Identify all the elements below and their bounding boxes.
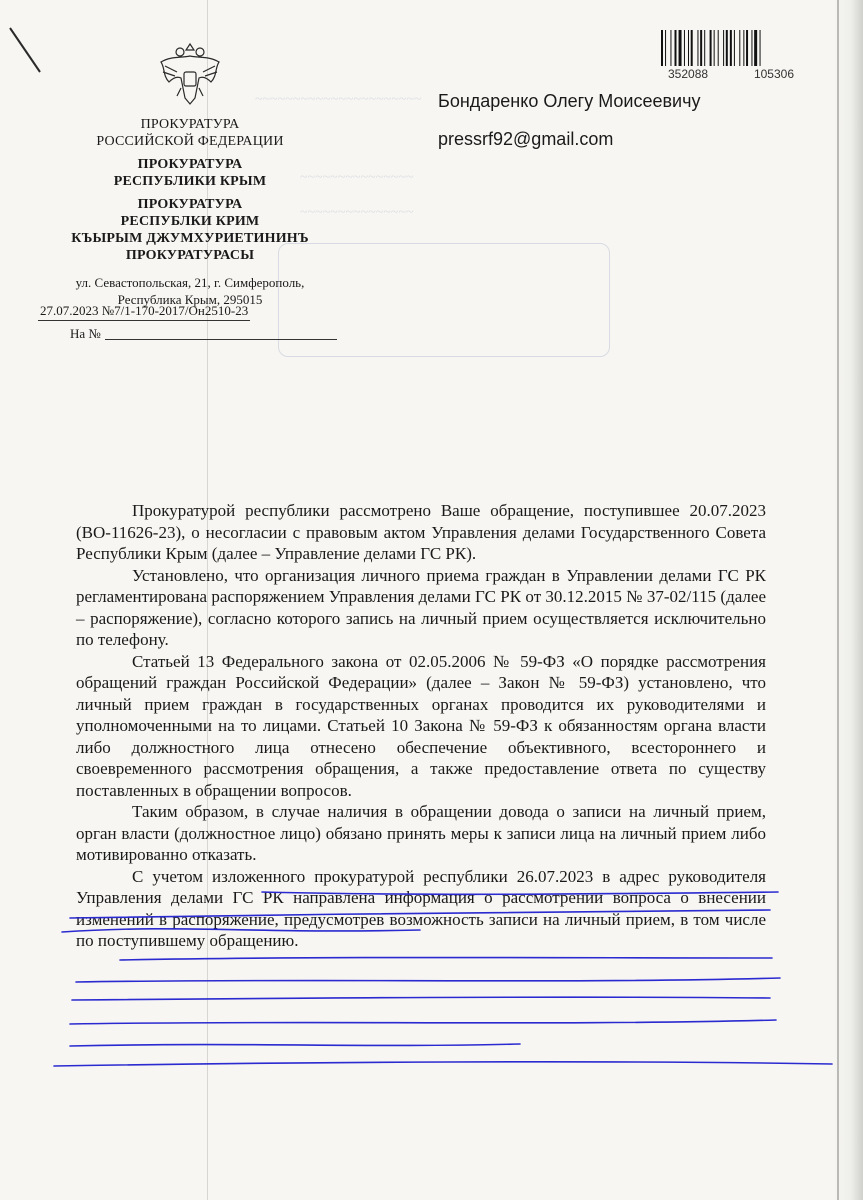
incoming-reference-blank	[105, 339, 337, 340]
barcode-bar	[760, 30, 761, 66]
organization-line: РОССИЙСКОЙ ФЕДЕРАЦИИ	[96, 134, 284, 149]
outgoing-reference: 27.07.2023 №7/1-170-2017/Он2510-23	[38, 303, 250, 321]
organization-line: ПРОКУРАТУРА	[137, 157, 243, 172]
barcode-bar	[734, 30, 735, 66]
recipient-name: Бондаренко Олегу Моисеевичу	[438, 91, 701, 111]
paragraph: Прокуратурой республики рассмотрено Ваше обращение, поступившее 20.07.2023 (ВО-11626-23), о несогласии с правовым актом Управления делами Государственного Совета Республики Крым (далее – Управление делами ГС РК).	[76, 501, 766, 563]
recipient-block	[438, 88, 701, 152]
page-edge	[837, 0, 839, 1200]
barcode-bar	[746, 30, 748, 66]
barcode-bar	[723, 30, 724, 66]
barcode-left-number: 352088	[668, 67, 709, 81]
paragraph: Таким образом, в случае наличия в обращении довода о записи на личный прием, орган власти (должностное лицо) обязано принять меры к записи лица на личный прием либо мотивированно отказать.	[76, 802, 766, 864]
recipient-email: pressrf92@gmail.com	[438, 129, 614, 149]
barcode-bar	[675, 30, 677, 66]
barcode-right-number: 105306	[753, 67, 794, 81]
organization-line: РЕСПУБЛИКИ КРЫМ	[113, 174, 267, 189]
organization-line: КЪЫРЫМ ДЖУМХУРИЕТИНИНЪ	[71, 231, 309, 246]
barcode-bar	[704, 30, 705, 66]
barcode-bar	[661, 30, 663, 66]
barcode-bar	[688, 30, 689, 66]
barcode-numbers	[668, 67, 794, 81]
sender-header	[40, 38, 340, 308]
show-through-text: ~~~~~~~~~~~~~~~~~~~~~~	[255, 92, 422, 107]
address-line-2: Республика Крым, 295015	[117, 292, 263, 307]
organization-line: ПРОКУРАТУРА	[140, 117, 240, 132]
show-through-text: ~~~~~~~~~~~~~~~	[300, 205, 414, 220]
organization-line: ПРОКУРАТУРАСЫ	[125, 248, 255, 263]
letter-body	[76, 500, 766, 952]
barcode-bar	[739, 30, 740, 66]
barcode-bar	[714, 30, 715, 66]
barcode-bar	[665, 30, 666, 66]
barcode-bar	[726, 30, 728, 66]
barcode	[661, 30, 791, 66]
barcode-bar	[697, 30, 698, 66]
paragraph: Статьей 13 Федерального закона от 02.05.2006 № 59-ФЗ «О порядке рассмотрения обращений граждан Российской Федерации» (далее – Закон № 59-ФЗ) установлено, что личный прием граждан в государственных органах проводится их руководителями и уполномоченными на то лицами. Статьей 10 Закона № 59-ФЗ к обязанностям органа власти либо должностного лица отнесено обеспечение объективного, всестороннего и своевременного рассмотрения обращения, а также предоставление ответа по существу поставленных в обращении вопросов.	[76, 651, 766, 800]
barcode-bar	[743, 30, 744, 66]
barcode-bar	[684, 30, 685, 66]
barcode-bar	[718, 30, 719, 66]
paragraph: Установлено, что организация личного приема граждан в Управлении делами ГС РК регламентирована распоряжением Управления делами ГС РК от 30.12.2015 № 37-02/115 (далее – распоряжение), согласно которого запись на личный прием осуществляется исключительно по телефону.	[76, 565, 766, 649]
organization-line: ПРОКУРАТУРА	[137, 197, 243, 212]
barcode-bar	[700, 30, 702, 66]
barcode-bar	[710, 30, 712, 66]
show-through-text: ~~~~~~~~~~~~~~~	[300, 170, 414, 185]
incoming-reference	[70, 326, 337, 342]
barcode-bar	[691, 30, 693, 66]
paragraph: С учетом изложенного прокуратурой республики 26.07.2023 в адрес руководителя Управления делами ГС РК направлена информация о рассмотрении вопроса о внесении изменений в распоряжение, предусмотрев возможность записи на личный прием, в том числе по поступившему обращению.	[76, 866, 766, 950]
organization-line: РЕСПУБЛКИ КРИМ	[120, 214, 260, 229]
barcode-bar	[751, 30, 752, 66]
coat-of-arms-icon	[151, 38, 229, 108]
barcode-bar	[754, 30, 757, 66]
barcode-bar	[730, 30, 732, 66]
organization-name	[40, 116, 340, 264]
address-line-1: ул. Севастопольская, 21, г. Симферополь,	[75, 275, 305, 290]
barcode-bar	[670, 30, 671, 66]
barcode-bar	[679, 30, 682, 66]
incoming-reference-label: На №	[70, 326, 101, 341]
